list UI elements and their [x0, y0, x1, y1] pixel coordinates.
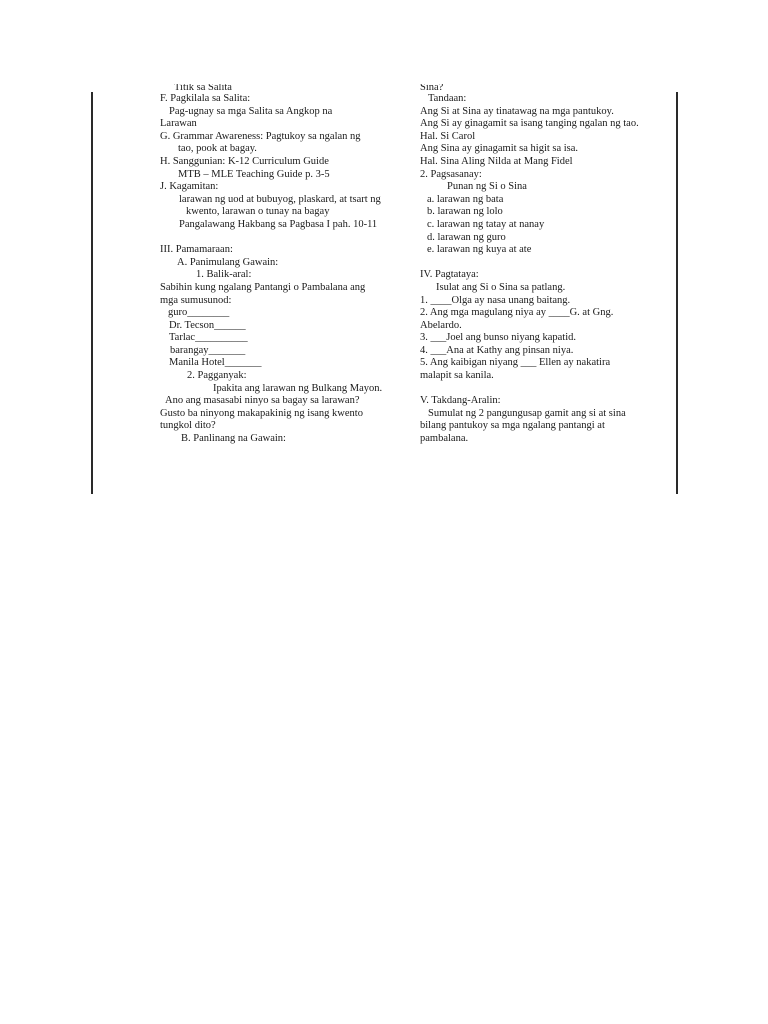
text-line: Hal. Si Carol: [420, 130, 476, 142]
text-line: pambalana.: [420, 433, 469, 445]
blank-line: [420, 383, 650, 396]
text-line: H. Sanggunian: K-12 Curriculum Guide: [160, 155, 329, 167]
text-line: Ano ang masasabi ninyo sa bagay sa larawan?: [165, 395, 360, 407]
text-line: 2. Pagsasanay:: [420, 168, 482, 180]
text-line: Ang Si at Sina ay tinatawag na mga pantukoy.: [420, 105, 614, 117]
text-line: tao, pook at bagay.: [178, 143, 257, 155]
left-page-border: [91, 92, 93, 494]
text-line: G. Grammar Awareness: Pagtukoy sa ngalan ng: [160, 130, 361, 142]
text-line: b. larawan ng lolo: [427, 206, 503, 218]
blank-line: [160, 232, 385, 245]
text-line: Ang Sina ay ginagamit sa higit sa isa.: [420, 143, 579, 155]
text-line: 3. ___Joel ang bunso niyang kapatid.: [420, 332, 577, 344]
text-line: tungkol dito?: [160, 420, 216, 432]
text-line: Pangalawang Hakbang sa Pagbasa I pah. 10-11: [179, 218, 378, 230]
text-line: 2. Pagganyak:: [187, 370, 247, 382]
text-line: Ang Si ay ginagamit sa isang tanging ngalan ng tao.: [420, 118, 639, 130]
text-line: Tarlac__________: [169, 332, 248, 344]
lesson-plan-right-column: [420, 84, 650, 446]
text-line: Sumulat ng 2 pangungusap gamit ang si at sina: [428, 407, 626, 419]
text-line: 2. Ang mga magulang niya ay ____G. at Gng.: [420, 307, 614, 319]
text-line: F. Pagkilala sa Salita:: [160, 93, 251, 104]
text-line: kwento, larawan o tunay na bagay: [186, 206, 330, 218]
text-line: larawan ng uod at bubuyog, plaskard, at tsart ng: [179, 193, 381, 205]
text-line: 1. ____Olga ay nasa unang baitang.: [420, 294, 571, 306]
blank-line: [420, 257, 650, 270]
text-line: Abelardo.: [420, 319, 462, 331]
text-line: d. larawan ng guro: [427, 231, 506, 243]
text-line: Hal. Sina Aling Nilda at Mang Fidel: [420, 155, 573, 167]
lesson-plan-left-column: [160, 84, 385, 446]
text-line: bilang pantukoy sa mga ngalang pantangi at: [420, 420, 605, 432]
text-line: Pag-ugnay sa mga Salita sa Angkop na: [169, 105, 333, 117]
text-line: Tandaan:: [428, 93, 467, 104]
text-line: malapit sa kanila.: [420, 370, 494, 382]
text-line: Punan ng Si o Sina: [447, 181, 527, 193]
text-line: e. larawan ng kuya at ate: [427, 244, 532, 256]
text-line: Sabihin kung ngalang Pantangi o Pambalana ang: [160, 281, 366, 293]
right-page-border: [676, 92, 678, 494]
text-line: J. Kagamitan:: [160, 181, 219, 193]
text-line: Dr. Tecson______: [169, 319, 246, 331]
text-line: Ipakita ang larawan ng Bulkang Mayon.: [213, 382, 383, 394]
text-line: Gusto ba ninyong makapakinig ng isang kwento: [160, 407, 363, 419]
text-line: mga sumusunod:: [160, 294, 232, 306]
text-line: Sina?: [420, 84, 444, 93]
text-line: V. Takdang-Aralin:: [420, 395, 501, 407]
text-line: MTB – MLE Teaching Guide p. 3-5: [178, 168, 330, 180]
text-line: barangay_______: [170, 344, 246, 356]
text-line: Larawan: [160, 118, 197, 130]
text-line: 1. Balik-aral:: [196, 269, 252, 281]
text-line: Isulat ang Si o Sina sa patlang.: [436, 281, 566, 293]
text-line: IV. Pagtataya:: [420, 269, 479, 281]
text-line: c. larawan ng tatay at nanay: [427, 218, 545, 230]
text-line: Titik sa Salita: [174, 84, 232, 93]
text-line: 4. ___Ana at Kathy ang pinsan niya.: [420, 344, 574, 356]
text-line: a. larawan ng bata: [427, 193, 504, 205]
text-line: B. Panlinang na Gawain:: [181, 433, 286, 445]
text-line: 5. Ang kaibigan niyang ___ Ellen ay nakatira: [420, 357, 611, 369]
text-line: Manila Hotel_______: [169, 357, 262, 369]
text-line: A. Panimulang Gawain:: [177, 256, 279, 268]
text-line: guro________: [168, 307, 230, 319]
text-line: III. Pamamaraan:: [160, 244, 233, 256]
